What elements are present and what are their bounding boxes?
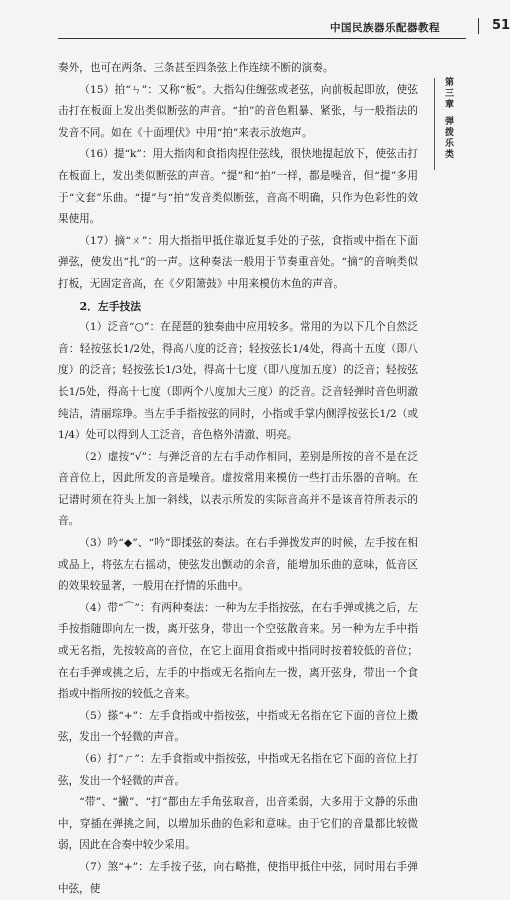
chapter-label: 第三章: [445, 78, 455, 110]
section-heading-left-hand: 2．左手技法: [79, 299, 142, 313]
paragraph-left-1: （1）泛音“○”：在琵琶的独奏曲中应用较多。常用的为以下几个自然泛音：轻按弦长1/2处，得高八度的泛音；轻按弦长1/4处，得高十五度（即八度）的泛音；轻按弦长1/3处，得高十七度（即八度加五度）的泛音；轻按弦长1/5处，得高十七度（即两个八度加大三度）的泛音。泛音轻弹时音色明澈纯洁，清丽琮琤。当左手手指按弦的同时，小指或手掌内侧浮按弦长1/2（或1/4）处可以得到人工泛音，音色格外清澈、明亮。: [58, 321, 418, 442]
paragraph-left-6: （6）打“ㄏ”：左手食指或中指按弦，中指或无名指在它下面的音位上打弦，发出一个轻微的声音。: [58, 753, 418, 787]
paragraph-technique-15: （15）拍“ㄣ”：又称“板”。大指勾住缠弦或老弦，向前板起即放，使弦击打在板面上发出类似断弦的声音。“拍”的音色粗暴、紧张，与一般指法的发音不同。如在《十面埋伏》中用“拍”来表示放炮声。: [58, 83, 418, 139]
paragraph-continued: 奏外，也可在两条、三条甚至四条弦上作连续不断的演奏。: [58, 62, 334, 74]
chapter-side-tab: [434, 78, 467, 170]
running-header: [58, 14, 510, 39]
paragraph-technique-17: （17）摘“ㄨ”：用大指指甲抵住靠近复手处的子弦，食指或中指在下面弹弦，使发出“扎”的一声。这种奏法一般用于节奏重音处。“摘”的音响类似打板，无固定音高，在《夕阳箫鼓》中用来模仿木鱼的声音。: [58, 234, 418, 290]
paragraph-left-2: （2）虚按“√”：与弹泛音的左右手动作相同，差别是所按的音不是在泛音音位上，因此所发的音是噪音。虚按常用来模仿一些打击乐器的音响。在记谱时须在符头上加一斜线，以表示所发的实际音高并不是该音符所表示的音。: [58, 450, 418, 528]
section-label: 弹拨乐类: [445, 117, 455, 160]
paragraph-left-7: （7）煞“+”：左手按子弦，向右略推，使指甲抵住中弦，同时用右手弹中弦，使: [58, 860, 418, 895]
header-divider: [478, 18, 479, 34]
page-number: 51: [492, 18, 510, 33]
paragraph-left-6-note: “带”、“撇”、“打”都由左手角弦取音，出音柔弱，大多用于文静的乐曲中，穿插在弹挑之间，以增加乐曲的色彩和意味。由于它们的音量都比较微弱，因此在合奏中较少采用。: [58, 796, 418, 852]
paragraph-left-4: （4）带“⌒”：有两种奏法：一种为左手指按弦，在右手弹或挑之后，左手按指随即向左一拨，离开弦身，带出一个空弦散音来。另一种为左手中指或无名指，先按较高的音位，在它上面用食指或中指同时按着较低的音位；在右手弹或挑之后，左手的中指或无名指向左一拨，离开弦身，带出一个食指或中指所按的较低之音来。: [58, 601, 418, 701]
book-title: 中国民族器乐配器教程: [330, 22, 440, 34]
paragraph-left-5: （5）搽“+”：左手食指或中指按弦，中指或无名指在它下面的音位上擞弦，发出一个轻微的声音。: [58, 709, 418, 744]
paragraph-technique-16: （16）提“k”：用大指肉和食指肉捏住弦线，很快地提起放下，使弦击打在板面上，发出类似断弦的声音。“提”和“拍”一样，都是噪音，但“提”多用于“文套”乐曲。“提”与“拍”发音类似断弦，音高不明确，只作为色彩性的效果使用。: [58, 148, 418, 226]
page-body: [58, 58, 418, 900]
paragraph-left-3: （3）吟“◆”、“吟”即揉弦的奏法。在右手弹拨发声的时候，左手按在相或品上，将弦左右摇动，使弦发出颤动的余音，能增加乐曲的意味，低音区的效果较显著，一般用在抒情的乐曲中。: [58, 537, 418, 593]
